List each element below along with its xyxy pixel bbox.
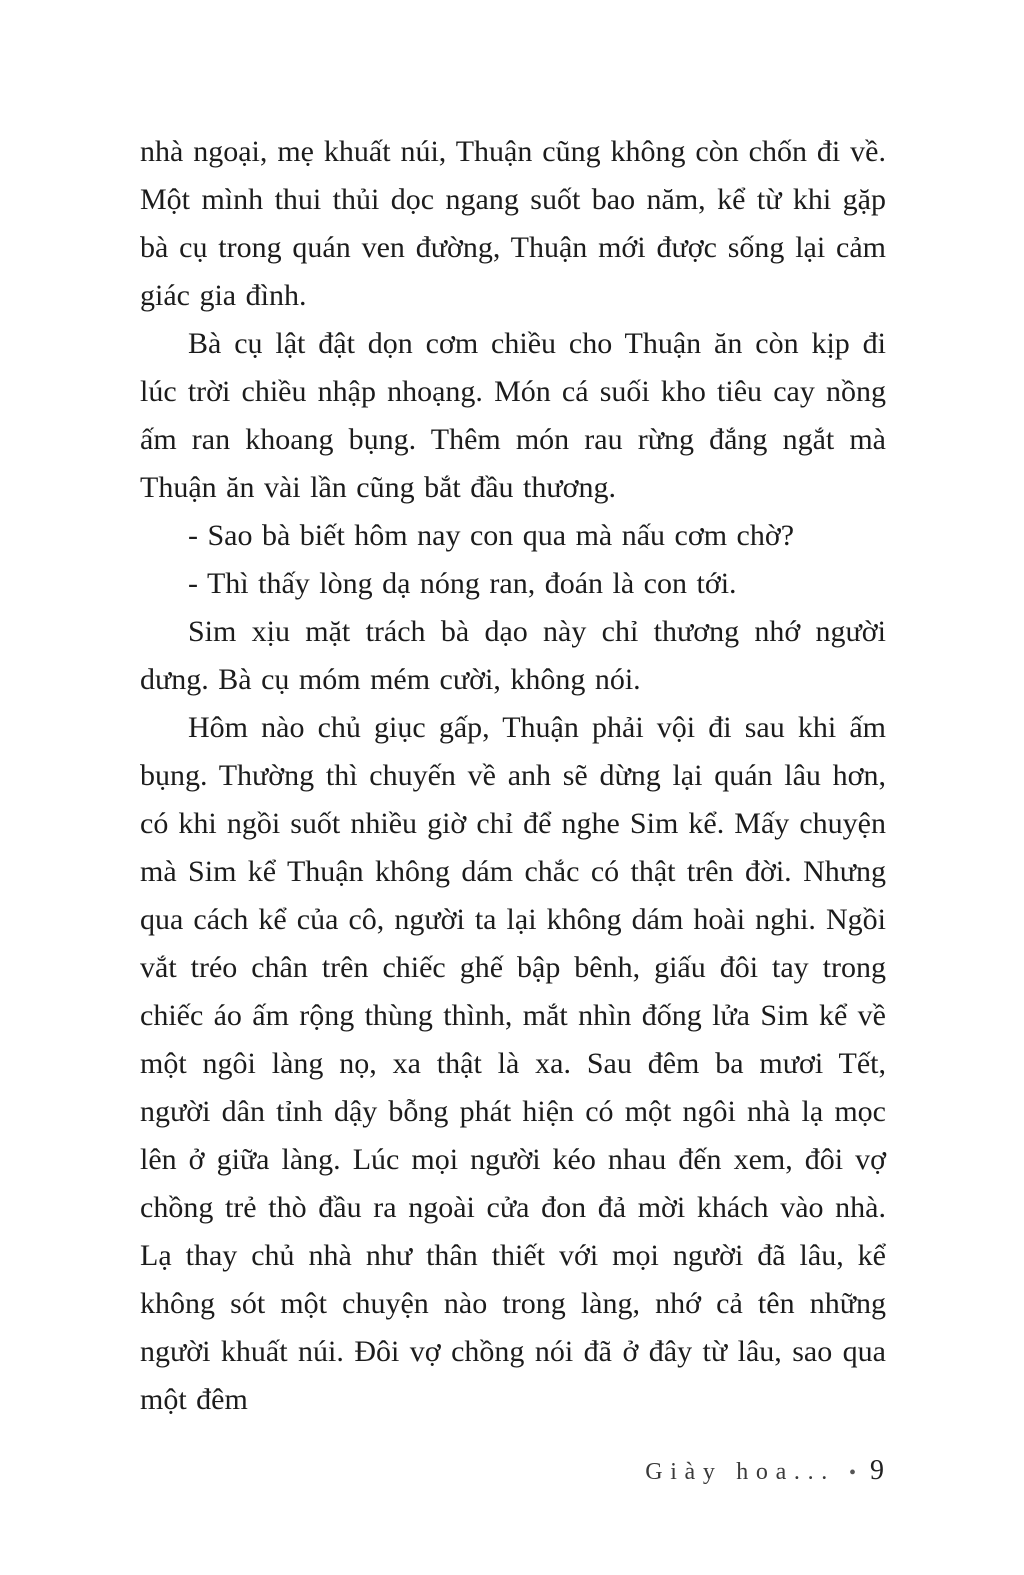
page-number: 9: [870, 1455, 884, 1486]
paragraph: Hôm nào chủ giục gấp, Thuận phải vội đi sau khi ấm bụng. Thường thì chuyến về anh sẽ dừng lại quán lâu hơn, có khi ngồi suốt nhiều giờ chỉ để nghe Sim kể. Mấy chuyện mà Sim kể Thuận không dám chắc có thật trên đời. Nhưng qua cách kể của cô, người ta lại không dám hoài nghi. Ngồi vắt tréo chân trên chiếc ghế bập bênh, giấu đôi tay trong chiếc áo ấm rộng thùng thình, mắt nhìn đống lửa Sim kể về một ngôi làng nọ, xa thật là xa. Sau đêm ba mươi Tết, người dân tỉnh dậy bỗng phát hiện có một ngôi nhà lạ mọc lên ở giữa làng. Lúc mọi người kéo nhau đến xem, đôi vợ chồng trẻ thò đầu ra ngoài cửa đon đả mời khách vào nhà. Lạ thay chủ nhà như thân thiết với mọi người đã lâu, kể không sót một chuyện nào trong làng, nhớ cả tên những người khuất núi. Đôi vợ chồng nói đã ở đây từ lâu, sao qua một đêm: [140, 711, 886, 1416]
dialogue-line: - Thì thấy lòng dạ nóng ran, đoán là con tới.: [188, 567, 737, 600]
footer-bullet-separator: •: [848, 1462, 856, 1484]
dialogue-line: - Sao bà biết hôm nay con qua mà nấu cơm chờ?: [188, 519, 795, 552]
running-title: Giày hoa...: [645, 1459, 835, 1485]
page-footer: [645, 1455, 884, 1487]
paragraph: nhà ngoại, mẹ khuất núi, Thuận cũng không còn chốn đi về. Một mình thui thủi dọc ngang suốt bao năm, kể từ khi gặp bà cụ trong quán ven đường, Thuận mới được sống lại cảm giác gia đình.: [140, 135, 886, 312]
body-text: [140, 128, 886, 1424]
paragraph: Bà cụ lật đật dọn cơm chiều cho Thuận ăn còn kịp đi lúc trời chiều nhập nhoạng. Món cá suối kho tiêu cay nồng ấm ran khoang bụng. Thêm món rau rừng đắng ngắt mà Thuận ăn vài lần cũng bắt đầu thương.: [140, 327, 886, 504]
paragraph: Sim xịu mặt trách bà dạo này chỉ thương nhớ người dưng. Bà cụ móm mém cười, không nói.: [140, 615, 886, 696]
